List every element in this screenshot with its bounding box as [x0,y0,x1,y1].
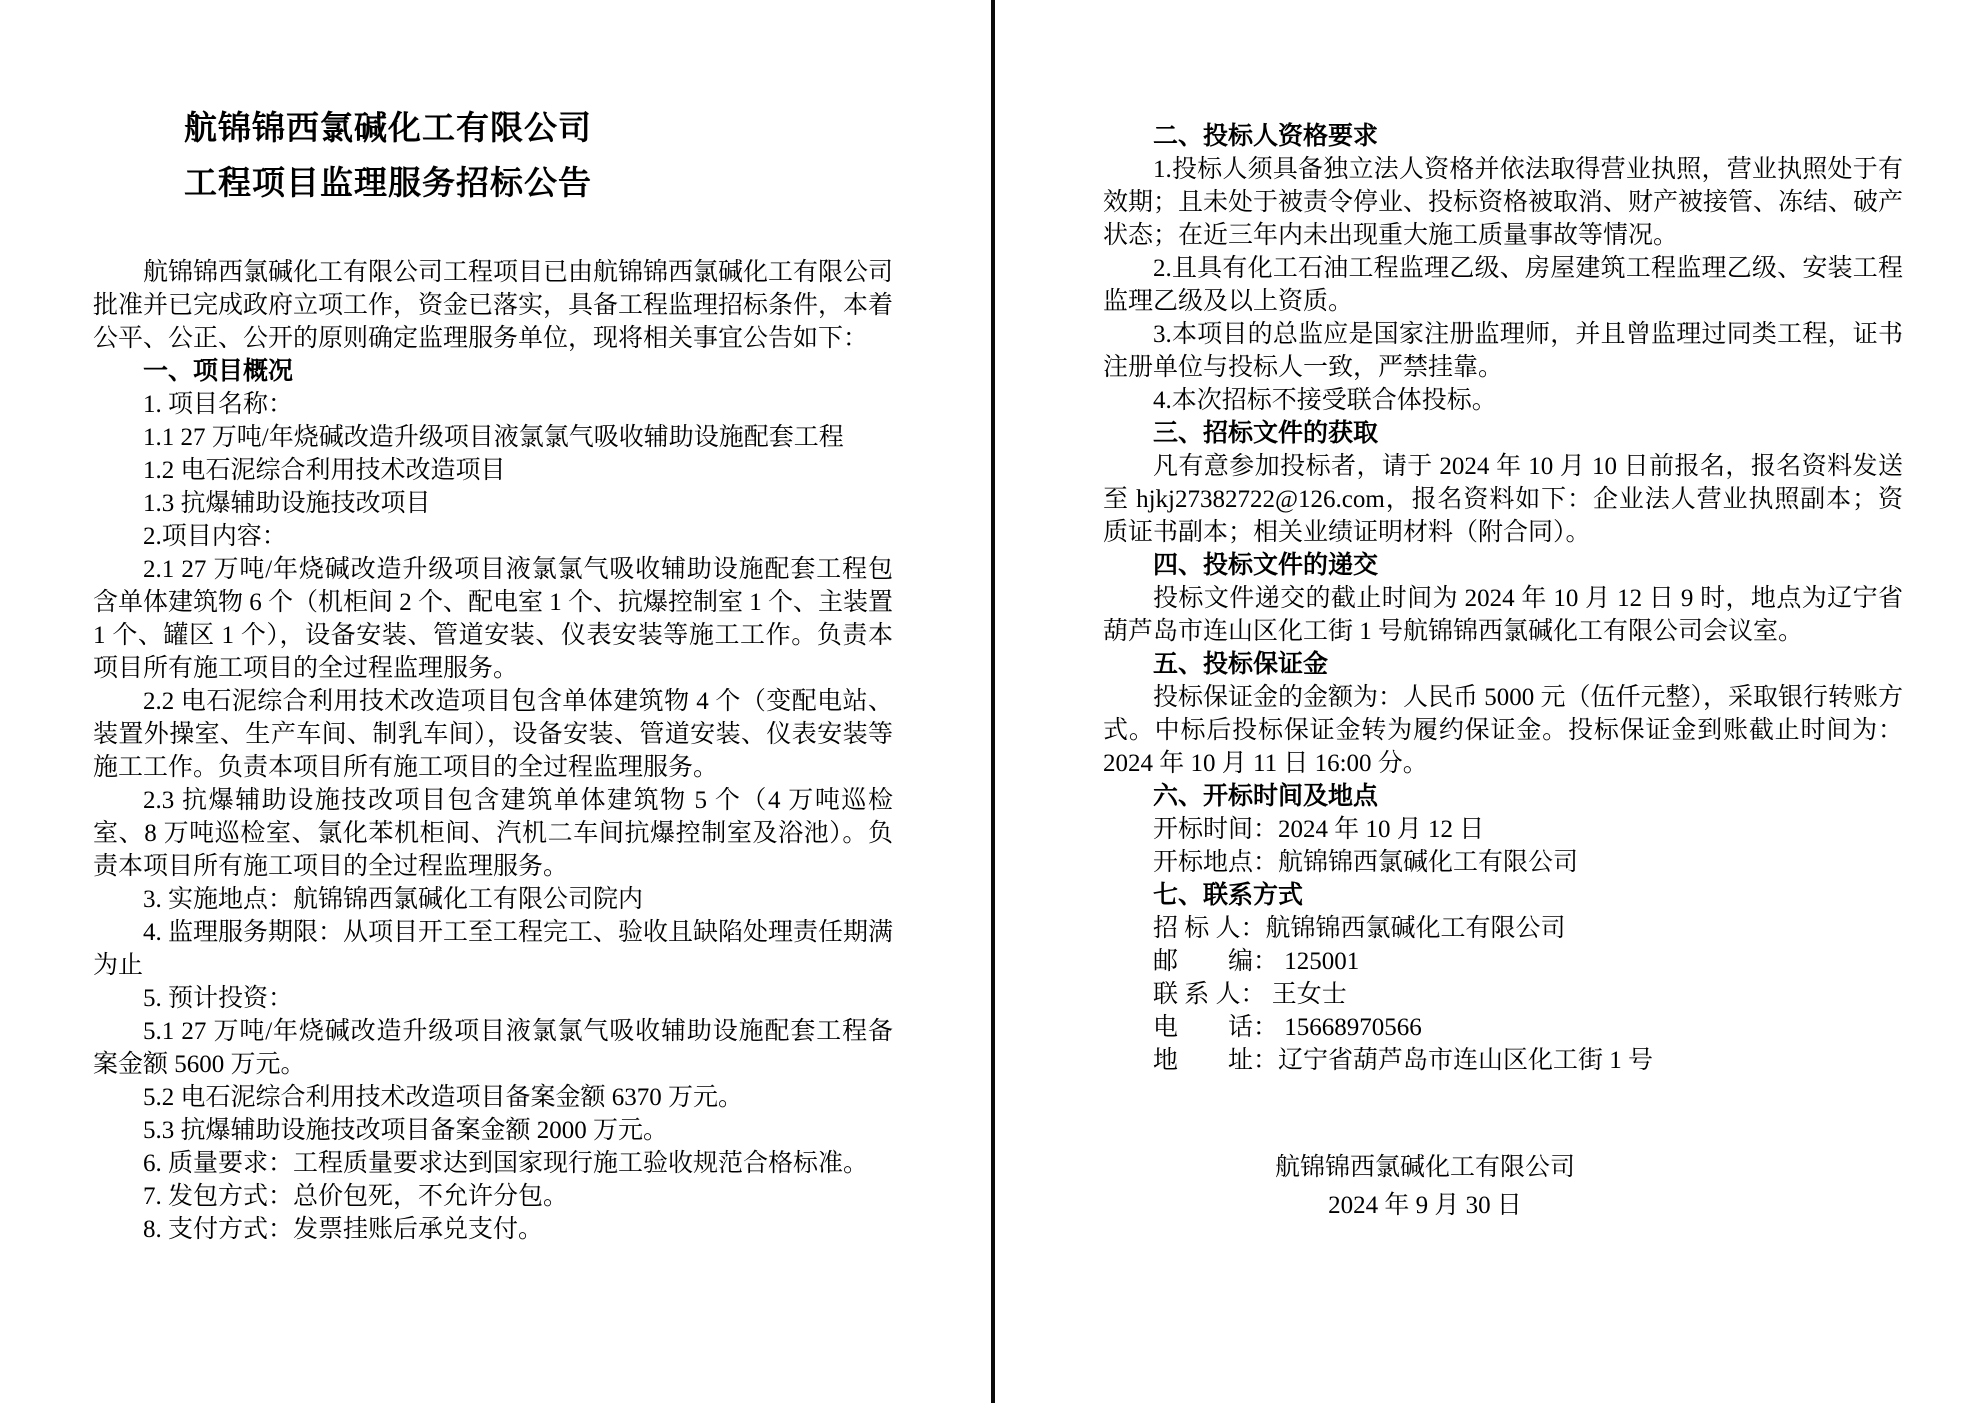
contact-phone-line: 电 话： 15668970566 [1153,1014,1422,1041]
title-line-1: 航锦锦西氯碱化工有限公司 [184,109,592,146]
contact-person-line: 联 系 人： 王女士 [1153,981,1347,1008]
item-2-3: 2.3 抗爆辅助设施技改项目包含建筑单体建筑物 5 个（4 万吨巡检室、8 万吨巡检室、氯化苯机柜间、汽机二车间抗爆控制室及浴池）。负责本项目所有施工项目的全过程监理服务。 [93,787,893,880]
doc-acquisition-paragraph: 凡有意参加投标者，请于 2024 年 10 月 10 日前报名，报名资料发送至 hjkj27382722@126.com，报名资料如下：企业法人营业执照副本；资质证书副本；相关业绩证明材料（附合同）。 [1103,453,1903,546]
item-2-project-content: 2.项目内容： [143,523,287,550]
contact-address-line: 地 址：辽宁省葫芦岛市连山区化工街 1 号 [1153,1047,1654,1074]
item-6-quality: 6. 质量要求：工程质量要求达到国家现行施工验收规范合格标准。 [143,1150,869,1177]
title-line-2: 工程项目监理服务招标公告 [184,164,592,201]
section-3-heading: 三、招标文件的获取 [1153,419,1379,447]
contact-tenderer-line: 招 标 人：航锦锦西氯碱化工有限公司 [1153,915,1566,942]
bidder-requirement-4: 4.本次招标不接受联合体投标。 [1153,387,1497,414]
section-5-heading: 五、投标保证金 [1153,650,1329,678]
item-4-supervision-period: 4. 监理服务期限：从项目开工至工程完工、验收且缺陷处理责任期满为止 [93,919,894,979]
signature-block [1103,1149,1747,1225]
bid-bond-paragraph: 投标保证金的金额为：人民币 5000 元（伍仟元整），采取银行转账方式。中标后投标保证金转为履约保证金。投标保证金到账截止时间为：2024 年 10 月 11 日 16:00 分。 [1103,684,1904,777]
item-5-estimated-investment: 5. 预计投资： [143,985,294,1012]
intro-paragraph: 航锦锦西氯碱化工有限公司工程项目已由航锦锦西氯碱化工有限公司批准并已完成政府立项工作，资金已落实，具备工程监理招标条件，本着公平、公正、公开的原则确定监理服务单位，现将相关事宜公告如下： [93,259,894,352]
opening-time-line: 开标时间：2024 年 10 月 12 日 [1153,816,1485,843]
bidder-requirement-3: 3.本项目的总监应是国家注册监理师，并且曾监理过同类工程，证书注册单位与投标人一致，严禁挂靠。 [1103,321,1903,381]
left-page [93,0,893,1246]
item-2-1: 2.1 27 万吨/年烧碱改造升级项目液氯氯气吸收辅助设施配套工程包含单体建筑物 6 个（机柜间 2 个、配电室 1 个、抗爆控制室 1 个、主装置 1 个、罐区 1 个），设备安装、管道安装、仪表安装等施工工作。负责本项目所有施工项目的全过程监理服务。 [93,556,894,682]
item-7-contracting-method: 7. 发包方式：总价包死，不允许分包。 [143,1183,569,1210]
submission-paragraph: 投标文件递交的截止时间为 2024 年 10 月 12 日 9 时，地点为辽宁省葫芦岛市连山区化工街 1 号航锦锦西氯碱化工有限公司会议室。 [1103,585,1903,645]
item-1-project-name: 1. 项目名称： [143,391,294,418]
signature-company: 航锦锦西氯碱化工有限公司 [1274,1154,1575,1181]
section-7-heading: 七、联系方式 [1153,881,1304,909]
right-page [1103,0,1903,1225]
signature-date: 2024 年 9 月 30 日 [1328,1192,1522,1219]
bidder-requirement-2: 2.且具有化工石油工程监理乙级、房屋建筑工程监理乙级、安装工程监理乙级及以上资质。 [1103,255,1903,315]
bidder-requirement-1: 1.投标人须具备独立法人资格并依法取得营业执照，营业执照处于有效期；且未处于被责令停业、投标资格被取消、财产被接管、冻结、破产状态；在近三年内未出现重大施工质量事故等情况。 [1103,156,1904,249]
item-5-1: 5.1 27 万吨/年烧碱改造升级项目液氯氯气吸收辅助设施配套工程备案金额 5600 万元。 [93,1018,893,1078]
item-1-3: 1.3 抗爆辅助设施技改项目 [143,490,431,517]
section-6-heading: 六、开标时间及地点 [1153,782,1379,810]
item-5-3: 5.3 抗爆辅助设施技改项目备案金额 2000 万元。 [143,1117,669,1144]
section-2-heading: 二、投标人资格要求 [1153,122,1379,150]
item-5-2: 5.2 电石泥综合利用技术改造项目备案金额 6370 万元。 [143,1084,744,1111]
item-1-1: 1.1 27 万吨/年烧碱改造升级项目液氯氯气吸收辅助设施配套工程 [143,424,844,451]
item-2-2: 2.2 电石泥综合利用技术改造项目包含单体建筑物 4 个（变配电站、装置外操室、生产车间、制乳车间），设备安装、管道安装、仪表安装等施工工作。负责本项目所有施工项目的全过程监理服务。 [93,688,893,781]
page-divider [991,0,995,1403]
section-4-heading: 四、投标文件的递交 [1153,551,1379,579]
opening-place-line: 开标地点：航锦锦西氯碱化工有限公司 [1153,849,1579,876]
document-title [93,100,683,210]
item-8-payment-method: 8. 支付方式：发票挂账后承兑支付。 [143,1216,544,1243]
section-1-heading: 一、项目概况 [143,357,294,385]
contact-postcode-line: 邮 编： 125001 [1153,948,1360,975]
item-1-2: 1.2 电石泥综合利用技术改造项目 [143,457,506,484]
item-3-location: 3. 实施地点：航锦锦西氯碱化工有限公司院内 [143,886,644,913]
